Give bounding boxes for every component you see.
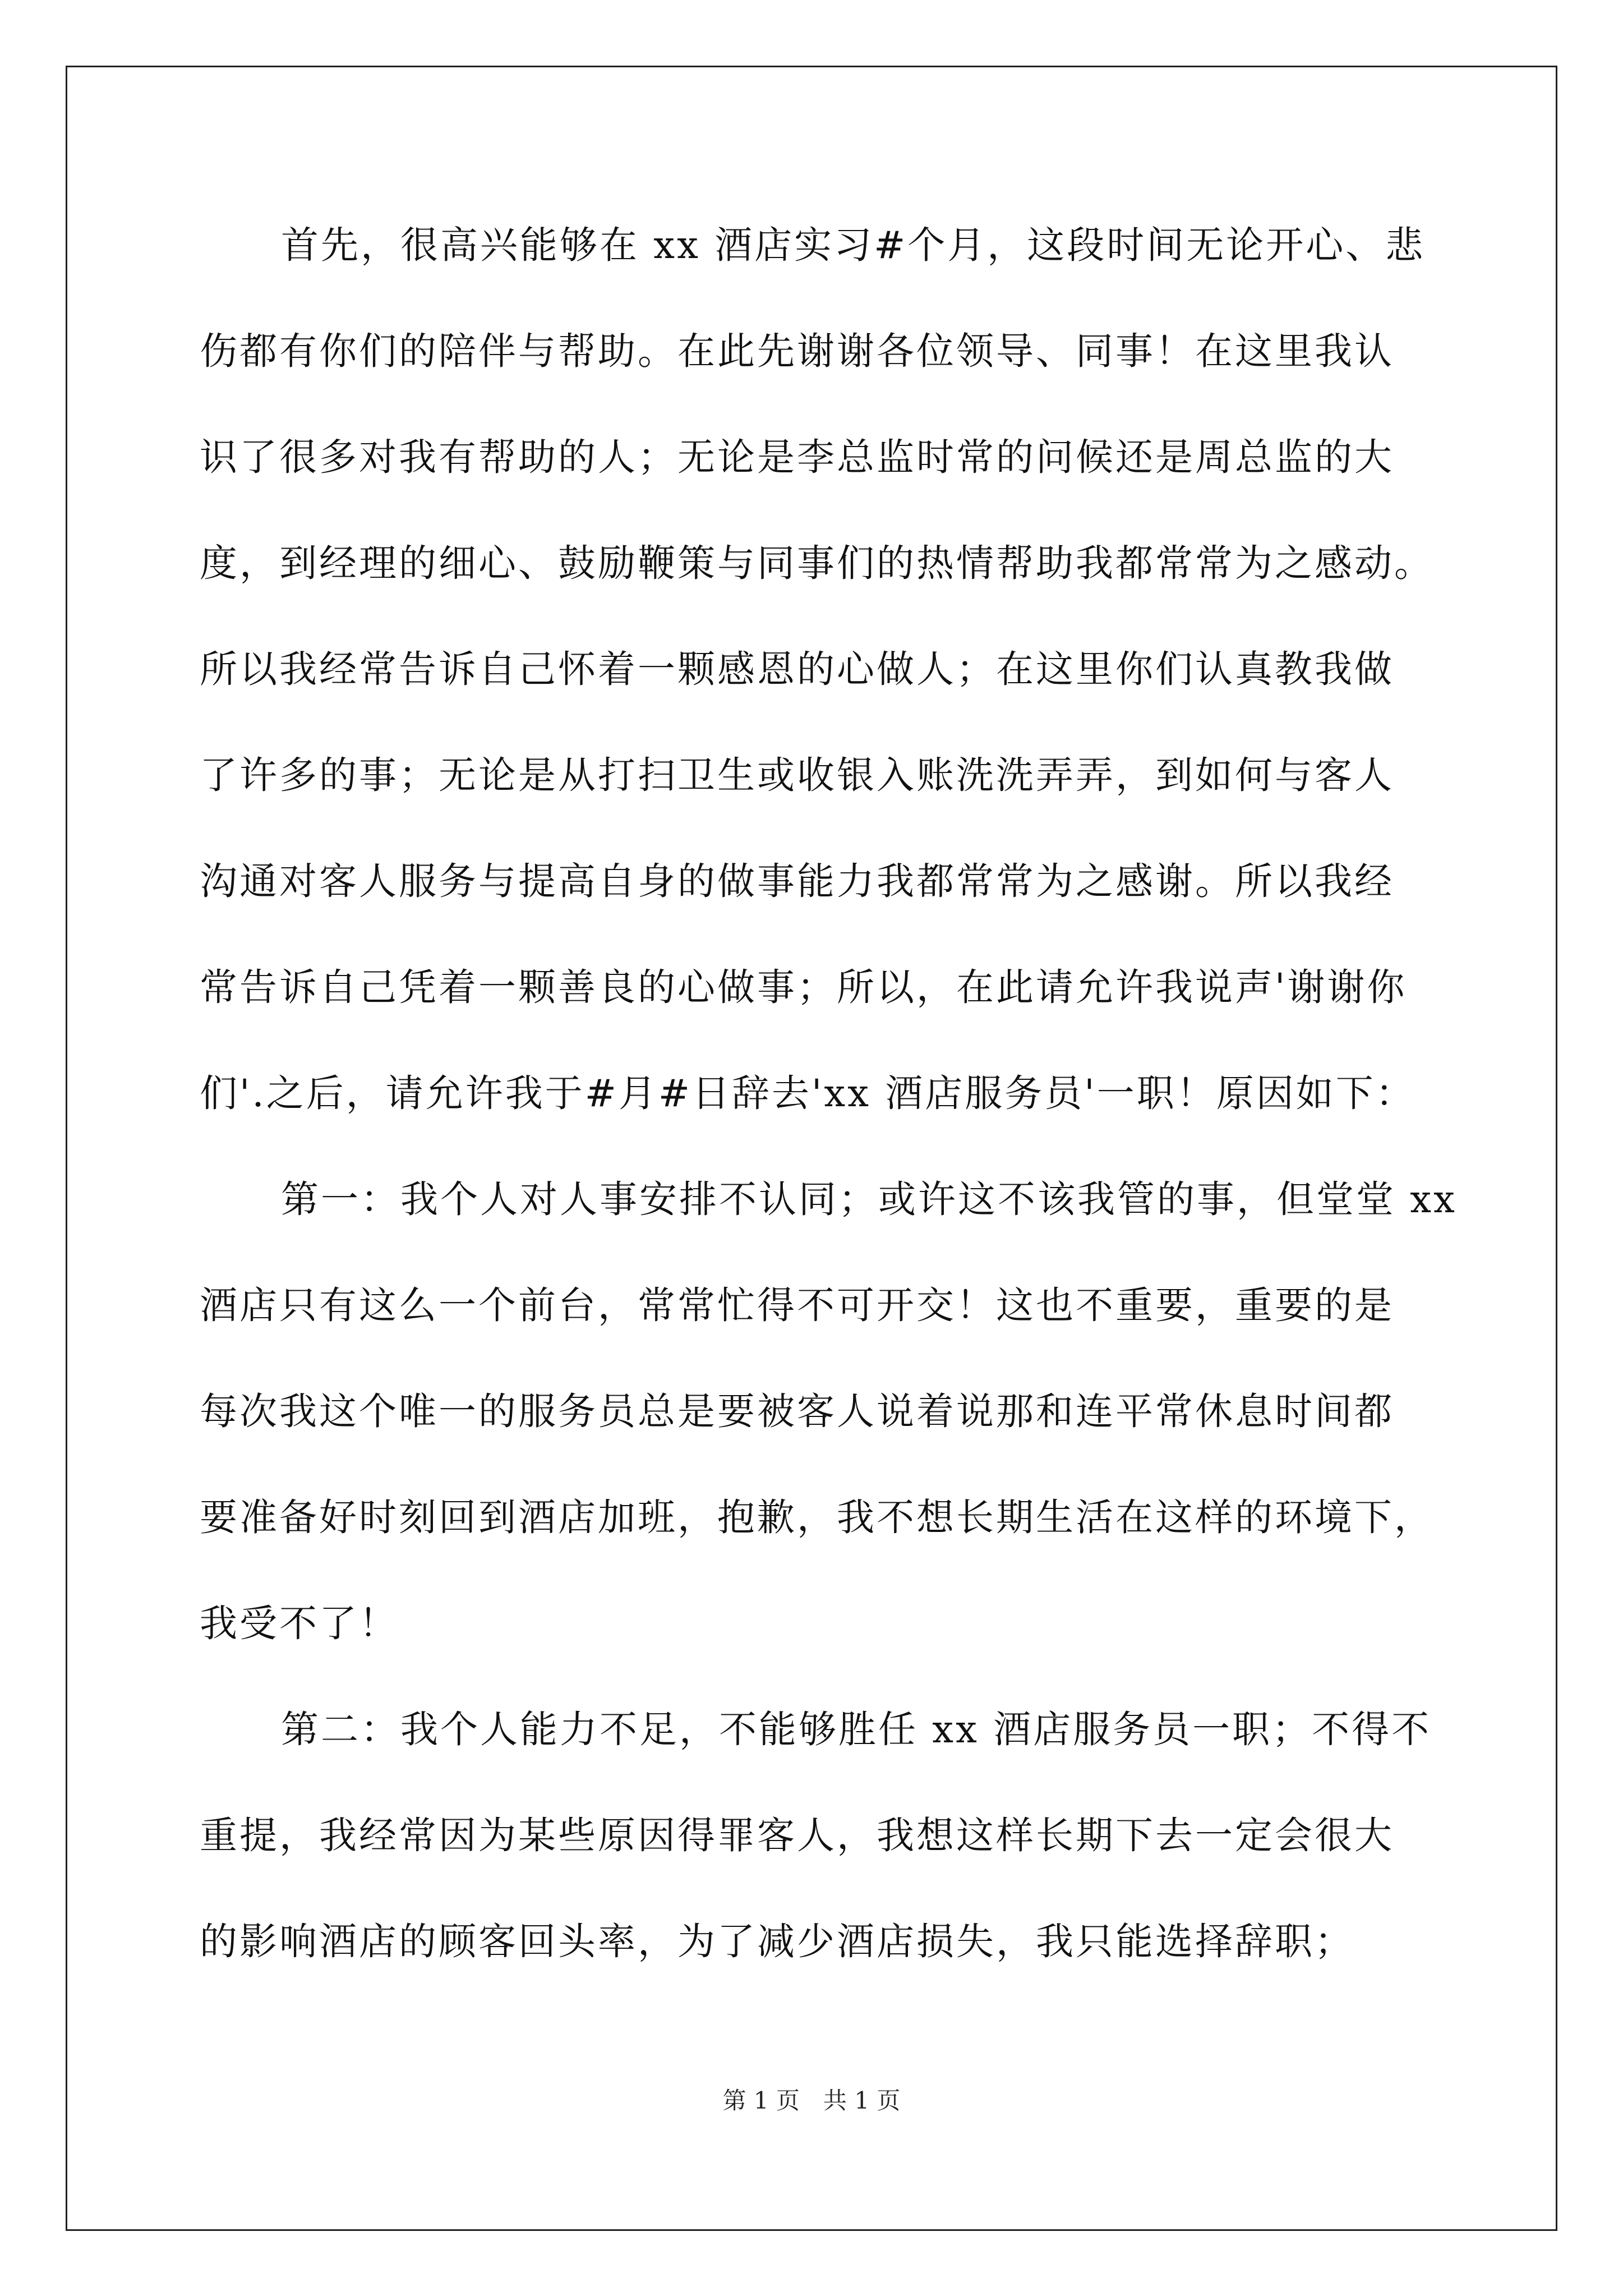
- text-line: 酒店只有这么一个前台，常常忙得不可开交！这也不重要，重要的是: [200, 1283, 1394, 1327]
- paragraph-2: [200, 1170, 1457, 1700]
- text-line: 重提，我经常因为某些原因得罪客人，我想这样长期下去一定会很大: [200, 1814, 1394, 1857]
- text-line: 首先，很高兴能够在 xx 酒店实习#个月，这段时间无论开心、悲: [281, 223, 1426, 267]
- page-number-footer: 第 1 页 共 1 页: [722, 2087, 901, 2114]
- text-line: 的影响酒店的顾客回头率，为了减少酒店损失，我只能选择辞职；: [200, 1920, 1354, 1963]
- text-line: 每次我这个唯一的服务员总是要被客人说着说那和连平常休息时间都: [200, 1389, 1394, 1433]
- document-body: [200, 216, 1457, 2018]
- text-line: 度，到经理的细心、鼓励鞭策与同事们的热情帮助我都常常为之感动。: [200, 541, 1434, 585]
- text-line: 第一：我个人对人事安排不认同；或许这不该我管的事，但堂堂 xx: [281, 1177, 1457, 1221]
- text-line: 沟通对客人服务与提高自身的做事能力我都常常为之感谢。所以我经: [200, 859, 1394, 903]
- text-line: 们'.之后，请允许我于#月#日辞去'xx 酒店服务员'一职！原因如下：: [200, 1071, 1415, 1115]
- text-line: 了许多的事；无论是从打扫卫生或收银入账洗洗弄弄，到如何与客人: [200, 753, 1394, 797]
- paragraph-3: [200, 1700, 1447, 2018]
- paragraph-1: [200, 216, 1447, 1170]
- text-line: 识了很多对我有帮助的人；无论是李总监时常的问候还是周总监的大: [200, 435, 1394, 479]
- text-line: 常告诉自己凭着一颗善良的心做事；所以，在此请允许我说声'谢谢你: [200, 965, 1407, 1009]
- text-line: 第二：我个人能力不足，不能够胜任 xx 酒店服务员一职；不得不: [281, 1708, 1432, 1751]
- text-line: 我受不了！: [200, 1602, 399, 1645]
- text-line: 伤都有你们的陪伴与帮助。在此先谢谢各位领导、同事！在这里我认: [200, 329, 1394, 373]
- text-line: 要准备好时刻回到酒店加班，抱歉，我不想长期生活在这样的环境下，: [200, 1496, 1434, 1539]
- text-line: 所以我经常告诉自己怀着一颗感恩的心做人；在这里你们认真教我做: [200, 647, 1394, 691]
